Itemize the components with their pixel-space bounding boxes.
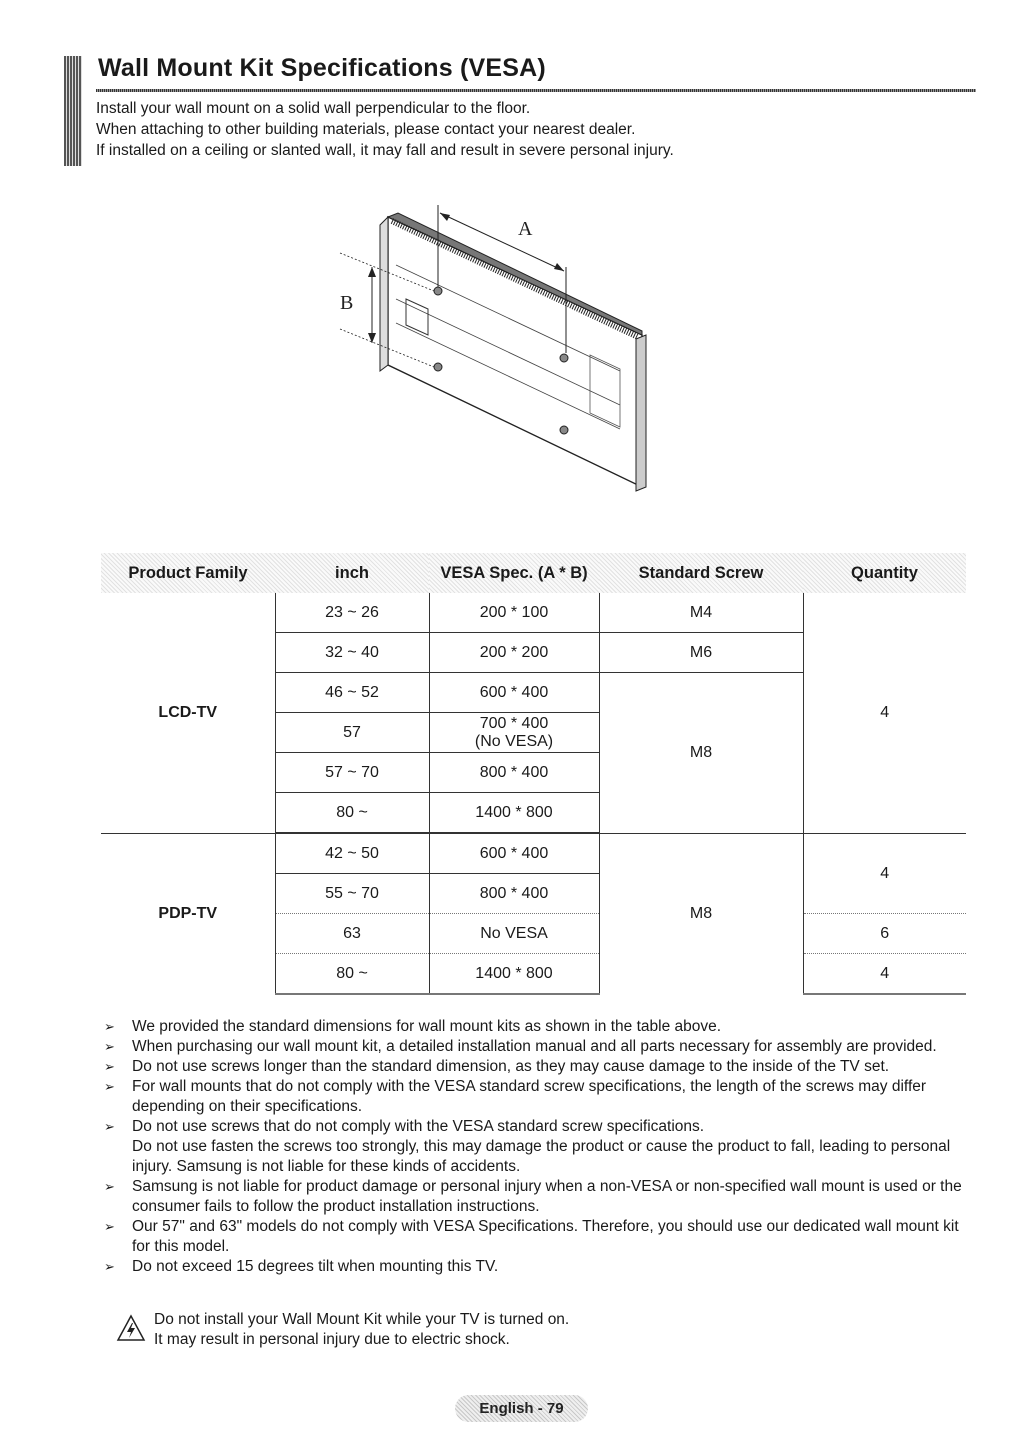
arrow-bullet-icon: ➢ (104, 1059, 115, 1074)
note-continuation: Do not use fasten the screws too strongly, this may damage the product or cause the product to fall, leading to personal injury. Samsung is not liable for these kinds of accidents. (132, 1138, 951, 1175)
arrow-bullet-icon: ➢ (104, 1119, 115, 1134)
cell-screw: M8 (599, 673, 803, 834)
intro-line: If installed on a ceiling or slanted wall, it may fall and result in severe personal injury. (96, 142, 674, 159)
cell-vesa: 1400 * 800 (429, 793, 599, 833)
intro-line: Install your wall mount on a solid wall perpendicular to the floor. (96, 100, 531, 117)
tv-back-panel (388, 217, 642, 487)
intro-line: When attaching to other building materials, please contact your nearest dealer. (96, 121, 636, 138)
cell-inch: 80 ~ (275, 954, 429, 995)
list-item: ➢ Do not use screws longer than the standard dimension, as they may cause damage to the inside of the TV set. (104, 1058, 890, 1075)
arrow-bullet-icon: ➢ (104, 1079, 115, 1094)
header-standard-screw: Standard Screw (599, 553, 803, 593)
cell-vesa: 800 * 400 (429, 874, 599, 914)
warning-icon (116, 1314, 146, 1342)
cell-quantity: 4 (803, 954, 966, 995)
cell-inch: 46 ~ 52 (275, 673, 429, 713)
arrow-bullet-icon: ➢ (104, 1219, 115, 1234)
dimension-b-label: B (340, 292, 354, 314)
header-vesa-spec: VESA Spec. (A * B) (429, 553, 599, 593)
list-item: ➢ When purchasing our wall mount kit, a detailed installation manual and all parts necessary for assembly are provided. (104, 1038, 937, 1055)
family-pdp: PDP-TV (101, 834, 275, 995)
cell-inch: 23 ~ 26 (275, 593, 429, 633)
table-row (101, 834, 966, 874)
header-inch: inch (275, 553, 429, 593)
cell-vesa: 800 * 400 (429, 753, 599, 793)
page-number-badge: English - 79 (455, 1395, 588, 1422)
warning-line: It may result in personal injury due to electric shock. (154, 1331, 510, 1348)
screw-hole (560, 354, 568, 362)
cell-inch: 42 ~ 50 (275, 834, 429, 874)
cell-vesa: 600 * 400 (429, 673, 599, 713)
family-lcd: LCD-TV (158, 704, 218, 721)
cell-inch: 80 ~ (275, 793, 429, 833)
cell-inch: 32 ~ 40 (275, 633, 429, 673)
cell-vesa-line: 700 * 400 (479, 714, 549, 732)
cell-quantity: 4 (803, 593, 966, 834)
cell-screw: M8 (599, 834, 803, 995)
arrow-bullet-icon: ➢ (104, 1259, 115, 1274)
cell-inch: 57 (275, 713, 429, 753)
note-line: Do not use screws that do not comply with the VESA standard screw specifications. (132, 1118, 705, 1135)
header-product-family: Product Family (101, 553, 275, 593)
wall-mount-diagram (320, 195, 660, 500)
header-quantity: Quantity (803, 553, 966, 593)
arrow-bullet-icon: ➢ (104, 1019, 115, 1034)
dimension-a-label: A (518, 218, 533, 240)
warning-line: Do not install your Wall Mount Kit while your TV is turned on. (154, 1311, 570, 1328)
intro-text (96, 98, 674, 161)
notes-list (104, 1017, 974, 1277)
cell-vesa: 1400 * 800 (429, 954, 599, 995)
cell-inch: 63 (275, 914, 429, 954)
table-header-row (101, 553, 966, 593)
cell-vesa (429, 713, 599, 753)
list-item (104, 1117, 974, 1177)
screw-hole (434, 287, 442, 295)
cell-vesa: No VESA (429, 914, 599, 954)
cell-vesa-line: (No VESA) (474, 732, 554, 750)
screw-hole (560, 426, 568, 434)
list-item: ➢ We provided the standard dimensions for wall mount kits as shown in the table above. (104, 1018, 722, 1035)
cell-inch: 55 ~ 70 (275, 874, 429, 914)
list-item: ➢ Our 57" and 63" models do not comply with VESA Specifications. Therefore, you should use our dedicated wall mount kit for this model. (104, 1218, 959, 1255)
tv-side-edge (380, 217, 388, 371)
list-item: ➢ Samsung is not liable for product damage or personal injury when a non-VESA or non-specified wall mount is used or the consumer fails to follow the product installation instructions. (104, 1178, 962, 1215)
cell-vesa: 200 * 200 (429, 633, 599, 673)
list-item: ➢ Do not exceed 15 degrees tilt when mounting this TV. (104, 1258, 499, 1275)
page-title: Wall Mount Kit Specifications (VESA) (98, 54, 546, 82)
arrow-bullet-icon: ➢ (104, 1179, 115, 1194)
list-item: ➢ For wall mounts that do not comply with the VESA standard screw specifications, the length of the screws may differ depending on their specifications. (104, 1078, 927, 1115)
title-accent-bar (64, 56, 82, 166)
cell-quantity: 6 (803, 914, 966, 954)
table-row (101, 593, 966, 633)
screw-hole (434, 363, 442, 371)
cell-screw: M6 (599, 633, 803, 673)
cell-vesa: 200 * 100 (429, 593, 599, 633)
cell-screw: M4 (599, 593, 803, 633)
cell-quantity: 4 (803, 834, 966, 914)
arrow-bullet-icon: ➢ (104, 1039, 115, 1054)
cell-vesa: 600 * 400 (429, 834, 599, 874)
title-divider (96, 89, 976, 92)
cell-inch: 57 ~ 70 (275, 753, 429, 793)
vesa-spec-table (101, 553, 966, 995)
